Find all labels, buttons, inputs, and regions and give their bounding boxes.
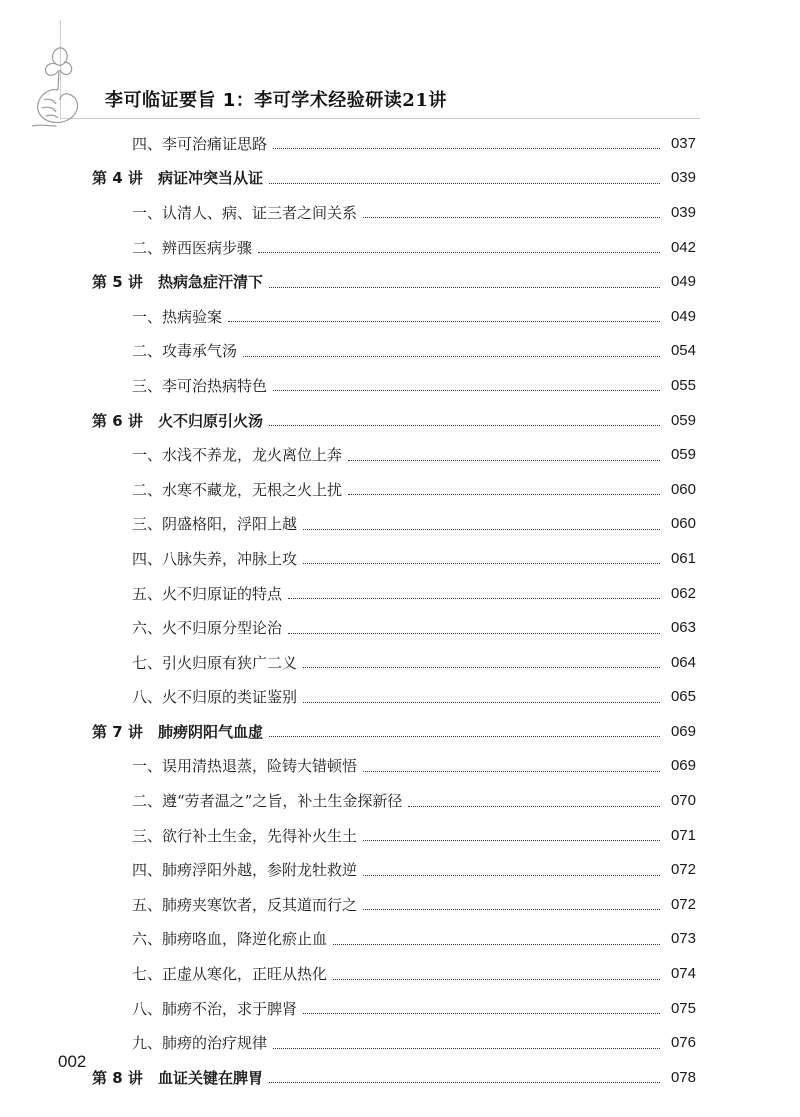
toc-entry-label: 三、阴盛格阳，浮阳上越 [132,515,298,534]
toc-entry-title [92,271,263,292]
toc-entry-label: 四、八脉失养，冲脉上攻 [132,549,298,568]
toc-entry-label: 一、认清人、病、证三者之间关系 [132,203,358,222]
toc-entry-title [92,167,263,188]
toc-page-number: 069 [670,722,696,740]
toc-page-number: 065 [670,688,696,706]
toc-entry-title [92,375,267,396]
dot-leader [269,182,660,184]
dot-leader [269,735,660,737]
toc-section-entry [92,956,696,991]
toc-entry-label: 热病急症汗清下 [158,273,264,292]
toc-page-number: 064 [670,653,696,671]
table-of-contents [92,126,696,1095]
toc-entry-label: 七、正虚从寒化，正旺从热化 [132,965,328,984]
toc-page-number: 060 [670,515,696,533]
toc-entry-label: 二、辨西医病步骤 [132,238,253,257]
dot-leader [269,1081,660,1083]
toc-section-entry [92,610,696,645]
toc-entry-title [92,859,357,880]
toc-chapter-entry [92,161,696,196]
toc-entry-label: 二、攻毒承气汤 [132,342,238,361]
toc-section-entry [92,507,696,542]
toc-page-number: 042 [670,238,696,256]
toc-section-entry [92,991,696,1026]
dot-leader [333,943,660,945]
toc-page-number: 059 [670,446,696,464]
toc-entry-title [92,306,222,327]
toc-entry-label: 四、肺痨浮阳外越，参附龙牡救逆 [132,861,358,880]
dot-leader [303,528,660,530]
toc-entry-title [92,963,327,984]
toc-entry-label: 五、肺痨夹寒饮者，反其道而行之 [132,895,358,914]
toc-section-entry [92,368,696,403]
toc-entry-title [92,548,297,569]
toc-page-number: 063 [670,619,696,637]
toc-page-number: 062 [670,584,696,602]
toc-entry-title [92,237,252,258]
toc-entry-label: 肺痨阴阳气血虚 [158,722,264,741]
toc-entry-label: 八、火不归原的类证鉴别 [132,688,298,707]
dot-leader [348,493,660,495]
toc-page-number: 071 [670,826,696,844]
toc-section-entry [92,887,696,922]
toc-entry-title [92,790,402,811]
flower-hand-logo-icon [26,38,92,128]
toc-section-entry [92,472,696,507]
toc-page-number: 069 [670,757,696,775]
toc-entry-title [92,133,267,154]
toc-section-entry [92,749,696,784]
dot-leader [269,424,660,426]
toc-entry-title [92,513,297,534]
toc-page-number: 049 [670,273,696,291]
toc-entry-title [92,825,357,846]
dot-leader [288,632,660,634]
dot-leader [273,389,660,391]
toc-entry-title [92,617,282,638]
toc-section-entry [92,541,696,576]
toc-page-number: 073 [670,930,696,948]
toc-entry-title [92,1032,267,1053]
toc-section-entry [92,922,696,957]
dot-leader [363,770,660,772]
dot-leader [243,355,660,357]
dot-leader [408,805,660,807]
toc-page-number: 072 [670,895,696,913]
toc-entry-title [92,755,357,776]
toc-entry-label: 一、热病验案 [132,307,223,326]
toc-entry-label: 一、误用清热退蒸，险铸大错顿悟 [132,757,358,776]
toc-entry-title [92,1067,263,1088]
toc-entry-title [92,583,282,604]
toc-page-number: 078 [670,1068,696,1086]
toc-chapter-entry [92,264,696,299]
toc-entry-label: 九、肺痨的治疗规律 [132,1034,268,1053]
toc-entry-label: 病证冲突当从证 [158,169,264,188]
toc-entry-label: 八、肺痨不治，求于脾肾 [132,999,298,1018]
toc-page-number: 049 [670,307,696,325]
toc-entry-label: 火不归原引火汤 [158,411,264,430]
toc-chapter-number: 第 7 讲 [92,722,143,741]
toc-page-number: 072 [670,861,696,879]
toc-page-number: 070 [670,792,696,810]
toc-entry-label: 四、李可治痛证思路 [132,134,268,153]
dot-leader [288,597,660,599]
toc-page-number: 059 [670,411,696,429]
header-title-main: 李可临证要旨 1： [105,90,255,111]
toc-chapter-number: 第 5 讲 [92,273,143,292]
toc-section-entry [92,680,696,715]
dot-leader [363,908,660,910]
toc-entry-label: 血证关键在脾胃 [158,1068,264,1087]
dot-leader [269,286,660,288]
header-rule [60,118,700,119]
toc-entry-label: 三、欲行补土生金，先得补火生土 [132,826,358,845]
toc-section-entry [92,230,696,265]
toc-page-number: 060 [670,480,696,498]
dot-leader [273,1047,660,1049]
toc-section-entry [92,818,696,853]
toc-section-entry [92,195,696,230]
header-title-sub: 李可学术经验研读21讲 [254,90,447,111]
toc-page-number: 075 [670,999,696,1017]
toc-page-number: 039 [670,169,696,187]
dot-leader [228,320,660,322]
dot-leader [348,459,660,461]
toc-entry-label: 二、遵“劳者温之”之旨，补土生金探新径 [132,792,403,811]
dot-leader [363,216,660,218]
toc-entry-title [92,721,263,742]
toc-chapter-entry [92,1060,696,1095]
toc-entry-label: 三、李可治热病特色 [132,376,268,395]
dot-leader [273,147,660,149]
toc-chapter-entry [92,403,696,438]
dot-leader [303,666,660,668]
toc-page-number: 076 [670,1034,696,1052]
toc-entry-label: 一、水浅不养龙，龙火离位上奔 [132,446,343,465]
toc-page-number: 054 [670,342,696,360]
toc-entry-label: 七、引火归原有狭广二义 [132,653,298,672]
toc-entry-label: 五、火不归原证的特点 [132,584,283,603]
toc-entry-title [92,479,342,500]
toc-section-entry [92,852,696,887]
page-number: 002 [58,1052,87,1071]
toc-section-entry [92,334,696,369]
toc-section-entry [92,645,696,680]
toc-page-number: 039 [670,203,696,221]
toc-entry-title [92,686,297,707]
toc-entry-title [92,410,263,431]
toc-entry-title [92,444,342,465]
toc-section-entry [92,1025,696,1060]
toc-section-entry [92,576,696,611]
toc-entry-title [92,998,297,1019]
toc-entry-label: 六、肺痨咯血，降逆化瘀止血 [132,930,328,949]
toc-entry-label: 六、火不归原分型论治 [132,619,283,638]
toc-page-number: 061 [670,549,696,567]
toc-entry-title [92,894,357,915]
toc-chapter-number: 第 4 讲 [92,169,143,188]
toc-section-entry [92,126,696,161]
toc-page-number: 037 [670,134,696,152]
toc-entry-title [92,928,327,949]
toc-entry-title [92,652,297,673]
running-header-title [105,86,447,112]
toc-chapter-number: 第 8 讲 [92,1068,143,1087]
toc-entry-title [92,202,357,223]
dot-leader [363,874,660,876]
dot-leader [303,1012,660,1014]
toc-entry-label: 二、水寒不藏龙，无根之火上扰 [132,480,343,499]
dot-leader [303,562,660,564]
dot-leader [333,978,660,980]
toc-entry-title [92,340,237,361]
toc-page-number: 055 [670,376,696,394]
toc-section-entry [92,783,696,818]
toc-chapter-number: 第 6 讲 [92,411,143,430]
toc-chapter-entry [92,714,696,749]
toc-section-entry [92,299,696,334]
dot-leader [258,251,660,253]
toc-section-entry [92,437,696,472]
toc-page-number: 074 [670,965,696,983]
dot-leader [363,839,660,841]
dot-leader [303,701,660,703]
